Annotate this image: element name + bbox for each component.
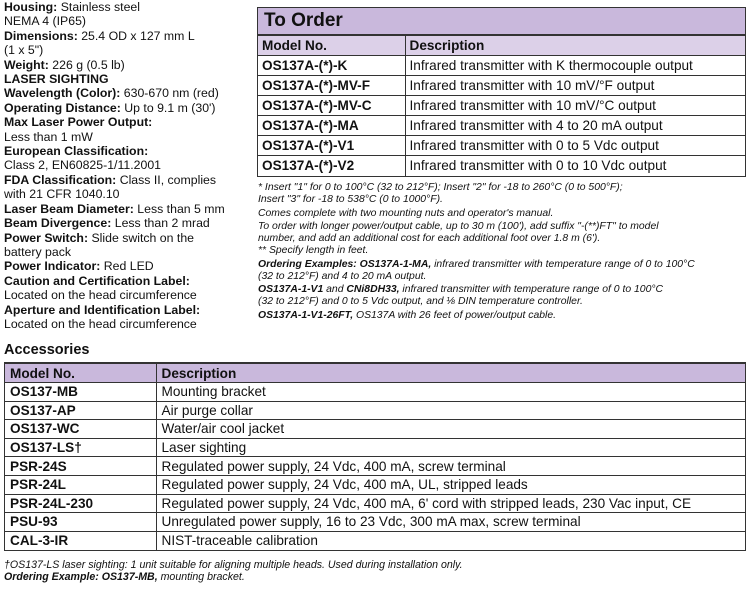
insert-note: * Insert "1" for 0 to 100°C (32 to 212°F); Insert "2" for -18 to 260°C (0 to 500°F); <box>258 182 623 193</box>
spec-line <box>4 216 254 230</box>
table-row <box>5 383 745 402</box>
model-number: OS137A-(*)-MV-F <box>258 76 405 96</box>
spec-value: Located on the head circumference <box>4 316 197 331</box>
accessories-notes <box>4 559 463 584</box>
to-order-panel <box>257 7 746 177</box>
spec-line <box>4 58 254 72</box>
spec-label: LASER SIGHTING <box>4 72 109 87</box>
model-description: Unregulated power supply, 16 to 23 Vdc, 300 mA max, screw terminal <box>156 513 745 532</box>
spec-line <box>4 72 254 86</box>
model-description: Infrared transmitter with 10 mV/°F output <box>405 76 745 96</box>
spec-line <box>4 158 254 172</box>
spec-value: NEMA 4 (IP65) <box>4 14 87 29</box>
to-order-rows <box>258 56 745 176</box>
table-row <box>5 494 745 513</box>
spec-value: Slide switch on the <box>88 230 194 245</box>
model-description: Infrared transmitter with K thermocouple output <box>405 56 745 76</box>
example-text: infrared transmitter with temperature range of 0 to 100°C <box>431 258 695 270</box>
model-description: NIST-traceable calibration <box>156 531 745 550</box>
ordering-example <box>4 571 463 583</box>
spec-value: Class 2, EN60825-1/11.2001 <box>4 158 162 173</box>
spec-label: European Classification: <box>4 144 149 159</box>
spec-value: Up to 9.1 m (30') <box>120 100 216 115</box>
model-number: PSR-24S <box>5 457 156 476</box>
table-header-row <box>258 36 745 56</box>
spec-line <box>4 43 254 57</box>
example-text: OS137A with 26 feet of power/output cable. <box>353 309 557 321</box>
spec-value: Class II, complies <box>116 172 217 187</box>
insert-note: Insert "3" for -18 to 538°C (0 to 1000°F). <box>258 193 443 205</box>
model-description: Regulated power supply, 24 Vdc, 400 mA, UL, stripped leads <box>156 475 745 494</box>
spec-line <box>4 317 254 331</box>
spec-label: Power Indicator: <box>4 259 101 274</box>
model-description: Infrared transmitter with 10 mV/°C output <box>405 96 745 116</box>
spec-line <box>4 231 254 245</box>
spec-line <box>4 0 254 14</box>
cable-note: To order with longer power/output cable, up to 30 m (100'), add suffix "-(**)FT" to model <box>258 221 659 233</box>
description-column-header: Description <box>156 364 745 383</box>
spec-line <box>4 101 254 115</box>
table-row <box>258 136 745 156</box>
spec-value: Less than 2 mrad <box>111 216 210 231</box>
spec-line <box>4 274 254 288</box>
model-description: Regulated power supply, 24 Vdc, 400 mA, 6' cord with stripped leads, 230 Vac input, CE <box>156 494 745 513</box>
description-column-header: Description <box>405 36 745 56</box>
table-row <box>5 457 745 476</box>
accessories-table <box>5 363 745 550</box>
table-row <box>5 513 745 532</box>
model-description: Infrared transmitter with 0 to 10 Vdc output <box>405 156 745 176</box>
table-row <box>258 96 745 116</box>
specify-note: ** Specify length in feet. <box>258 244 369 256</box>
spec-line <box>4 144 254 158</box>
spec-label: Dimensions: <box>4 28 78 43</box>
table-header-row <box>5 364 745 383</box>
spec-line <box>4 29 254 43</box>
to-order-table <box>258 35 745 176</box>
model-number: OS137A-(*)-V2 <box>258 156 405 176</box>
example-model: OS137A-1-V1 <box>258 284 324 296</box>
model-number: PSU-93 <box>5 513 156 532</box>
order-notes <box>258 182 748 322</box>
model-number: OS137A-(*)-MV-C <box>258 96 405 116</box>
model-number: OS137A-(*)-MA <box>258 116 405 136</box>
spec-value: with 21 CFR 1040.10 <box>4 187 120 202</box>
spec-value: Less than 1 mW <box>4 129 93 144</box>
ordering-example <box>258 284 748 296</box>
table-row <box>258 56 745 76</box>
model-number: OS137-LS† <box>5 438 156 457</box>
specifications-list <box>4 0 254 331</box>
cable-note: number, and add an additional cost for each additional foot over 1.8 m (6'). <box>258 233 601 245</box>
spec-line <box>4 245 254 259</box>
spec-value: (1 x 5") <box>4 43 44 58</box>
model-description: Water/air cool jacket <box>156 420 745 439</box>
spec-label: FDA Classification: <box>4 172 117 187</box>
spec-line <box>4 115 254 129</box>
example-model: Ordering Examples: OS137A-1-MA, <box>258 258 432 270</box>
spec-line <box>4 259 254 273</box>
spec-label: Caution and Certification Label: <box>4 273 190 288</box>
spec-value: Located on the head circumference <box>4 288 197 303</box>
ordering-example: (32 to 212°F) and 4 to 20 mA output. <box>258 270 427 282</box>
spec-line <box>4 288 254 302</box>
model-column-header: Model No. <box>5 364 156 383</box>
example-model: OS137A-1-V1-26FT, <box>258 309 354 321</box>
table-row <box>258 76 745 96</box>
spec-label: Laser Beam Diameter: <box>4 201 134 216</box>
table-row <box>5 438 745 457</box>
spec-line <box>4 303 254 317</box>
accessories-heading: Accessories <box>4 342 90 358</box>
model-number: OS137A-(*)-K <box>258 56 405 76</box>
model-description: Air purge collar <box>156 401 745 420</box>
model-number: OS137-MB <box>5 383 156 402</box>
table-row <box>258 116 745 136</box>
model-description: Infrared transmitter with 4 to 20 mA output <box>405 116 745 136</box>
spec-label: Power Switch: <box>4 230 89 245</box>
spec-label: Weight: <box>4 57 49 72</box>
spec-label: Wavelength (Color): <box>4 86 121 101</box>
model-number: OS137A-(*)-V1 <box>258 136 405 156</box>
model-number: OS137-AP <box>5 401 156 420</box>
model-description: Regulated power supply, 24 Vdc, 400 mA, screw terminal <box>156 457 745 476</box>
table-row <box>5 401 745 420</box>
laser-sighting-footnote: †OS137-LS laser sighting: 1 unit suitable for aligning multiple heads. Used during installation only. <box>4 559 463 571</box>
example-model: Ordering Example: OS137-MB, <box>4 571 158 584</box>
model-column-header: Model No. <box>258 36 405 56</box>
model-number: CAL-3-IR <box>5 531 156 550</box>
example-text: infrared transmitter with temperature range of 0 to 100°C <box>399 284 664 296</box>
model-number: PSR-24L-230 <box>5 494 156 513</box>
model-number: OS137-WC <box>5 420 156 439</box>
spec-value: 226 g (0.5 lb) <box>48 57 125 72</box>
table-row <box>5 531 745 550</box>
table-row <box>5 420 745 439</box>
spec-line <box>4 202 254 216</box>
spec-label: Max Laser Power Output: <box>4 115 153 130</box>
accessories-panel <box>4 362 746 551</box>
ordering-example: (32 to 212°F) and 0 to 5 Vdc output, and ⅛ DIN temperature controller. <box>258 296 583 308</box>
spec-line <box>4 187 254 201</box>
model-description: Infrared transmitter with 0 to 5 Vdc output <box>405 136 745 156</box>
model-description: Laser sighting <box>156 438 745 457</box>
ordering-example <box>258 310 748 322</box>
table-row <box>258 156 745 176</box>
spec-value: battery pack <box>4 244 71 259</box>
model-description: Mounting bracket <box>156 383 745 402</box>
includes-note: Comes complete with two mounting nuts and operator's manual. <box>258 207 554 219</box>
to-order-title: To Order <box>258 8 745 35</box>
table-row <box>5 475 745 494</box>
spec-label: Operating Distance: <box>4 100 121 115</box>
spec-label: Beam Divergence: <box>4 216 112 231</box>
spec-value: Stainless steel <box>57 0 140 14</box>
spec-label: Housing: <box>4 0 58 14</box>
spec-value: 25.4 OD x 127 mm L <box>77 28 195 43</box>
example-text: mounting bracket. <box>157 571 245 584</box>
spec-value: 630-670 nm (red) <box>120 86 219 101</box>
spec-line <box>4 130 254 144</box>
spec-line <box>4 14 254 28</box>
example-text: and <box>323 284 347 296</box>
spec-value: Less than 5 mm <box>133 201 225 216</box>
accessories-rows <box>5 383 745 550</box>
example-model: CNi8DH33, <box>346 284 400 296</box>
ordering-example <box>258 259 748 271</box>
spec-line <box>4 173 254 187</box>
spec-value: Red LED <box>100 259 154 274</box>
spec-label: Aperture and Identification Label: <box>4 302 201 317</box>
model-number: PSR-24L <box>5 475 156 494</box>
spec-line <box>4 86 254 100</box>
